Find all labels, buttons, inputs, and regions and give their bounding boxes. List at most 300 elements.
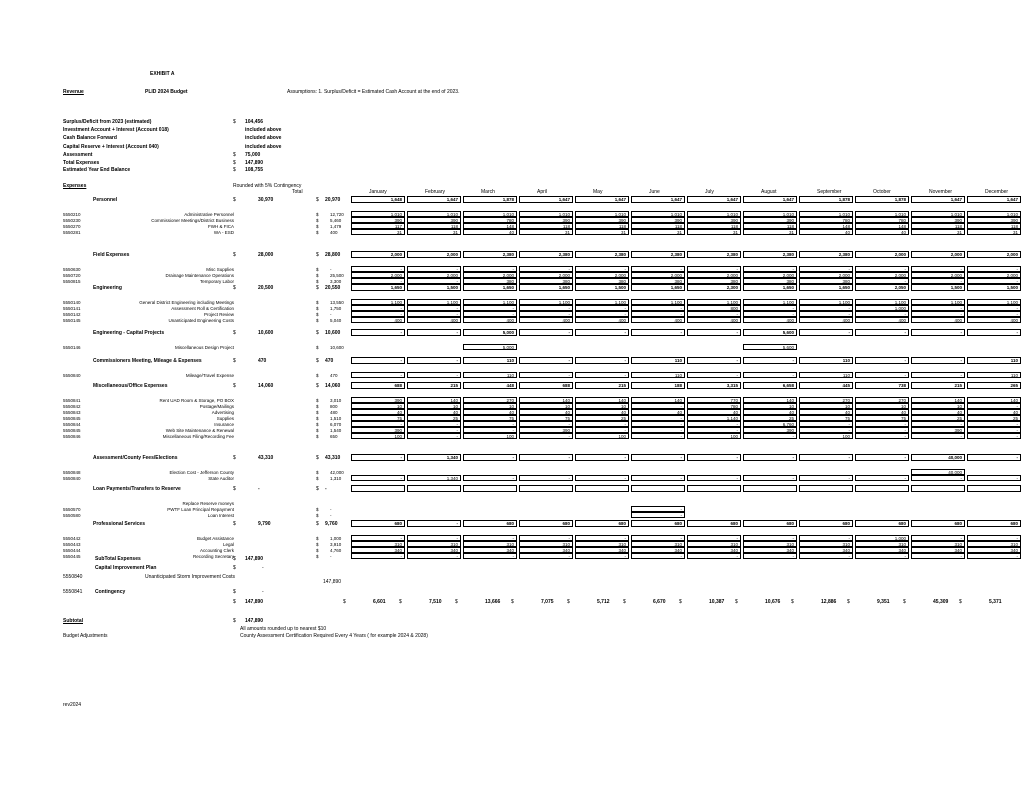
line-item-month-cell: - (687, 421, 741, 427)
line-item-dollar: $ (316, 373, 319, 378)
section-sum-total: 28,800 (325, 252, 341, 258)
month-header-september: September (817, 189, 842, 195)
line-item-dollar: $ (316, 422, 319, 427)
grand-month-value: 12,886 (821, 599, 837, 605)
line-item-code: 5550580 (63, 513, 81, 518)
line-item-month-cell: - (687, 553, 741, 559)
line-item-total: 5,040 (330, 318, 342, 323)
line-item-month-cell: 140 (631, 397, 685, 403)
month-header-january: January (369, 189, 387, 195)
section-title: Assessment/County Fees/Elections (93, 455, 178, 461)
line-item-month-cell: - (631, 506, 685, 512)
line-item-month-cell: 390 (631, 217, 685, 223)
section-sum-dollar: $ (316, 455, 319, 461)
line-item-month-cell: 75 (799, 415, 853, 421)
line-item-total: 800 (330, 404, 338, 409)
line-item-dollar: $ (316, 542, 319, 547)
line-item-dollar: $ (316, 398, 319, 403)
line-item-total: 480 (330, 410, 338, 415)
line-item-month-cell: 310 (855, 541, 909, 547)
line-item-total: - (330, 513, 332, 518)
line-item-month-cell: 1,100 (519, 299, 573, 305)
line-item-month-cell: 2,000 (407, 272, 461, 278)
line-item-dollar: $ (316, 416, 319, 421)
section-sum-total: 20,550 (325, 285, 341, 291)
section-month-cell: - (911, 329, 965, 336)
line-item-month-cell: 75 (463, 415, 517, 421)
line-item-month-cell: 310 (575, 541, 629, 547)
revenue-item-dollar: $ (233, 160, 236, 166)
section-month-cell: 1,647 (407, 196, 461, 203)
section-sum-total: 470 (325, 358, 334, 364)
section-total: 43,310 (258, 455, 274, 461)
line-item-month-cell: - (743, 475, 797, 481)
line-item-desc: Miscellaneous Design Project (174, 345, 234, 350)
section-month-cell: 40,000 (911, 454, 965, 461)
section-sum-dollar: $ (316, 358, 319, 364)
month-header-october: October (873, 189, 891, 195)
line-item-month-cell: 25 (967, 415, 1021, 421)
section-month-cell: - (351, 329, 405, 336)
line-item-month-cell: - (967, 403, 1021, 409)
line-item-dollar: $ (316, 470, 319, 475)
section-month-cell (799, 485, 853, 492)
grand-month-value: 5,712 (597, 599, 610, 605)
section-month-cell: 680 (855, 520, 909, 527)
year-end-balance-label: Estimated Year End Balance (63, 167, 131, 173)
year-end-balance-dollar: $ (233, 167, 236, 173)
line-item-month-cell: 310 (967, 541, 1021, 547)
line-item-month-cell: - (799, 553, 853, 559)
section-month-cell: 110 (799, 357, 853, 364)
section-month-cell: 688 (351, 382, 405, 389)
capital-plan-value: - (262, 565, 264, 571)
line-item-month-cell: - (799, 427, 853, 433)
revenue-item-label: Surplus/Deficit from 2023 (estimated) (63, 119, 152, 125)
line-item-code: 5550442 (63, 536, 81, 541)
month-header-february: February (425, 189, 446, 195)
line-item-total: 3,910 (330, 542, 342, 547)
line-item-month-cell: 270 (855, 397, 909, 403)
line-item-total: 1,310 (330, 476, 342, 481)
line-item-total: 10,600 (330, 345, 344, 350)
line-item-month-cell: 400 (631, 317, 685, 323)
section-month-cell: 5,000 (463, 329, 517, 336)
line-item-month-cell: 10 (855, 403, 909, 409)
line-item-month-cell: - (911, 475, 965, 481)
line-item-dollar: $ (316, 218, 319, 223)
line-item-month-cell: 100 (687, 433, 741, 439)
line-item-month-cell: 380 (575, 278, 629, 284)
revenue-item-dollar: $ (233, 151, 236, 158)
line-item-month-cell: 400 (519, 317, 573, 323)
section-month-cell: 445 (799, 382, 853, 389)
line-item-month-cell: - (519, 266, 573, 272)
section-total: 14,060 (258, 383, 274, 389)
line-item-month-cell: - (967, 427, 1021, 433)
line-item-month-cell: 100 (351, 433, 405, 439)
contingency-value: - (262, 589, 264, 595)
line-item-month-cell: - (351, 266, 405, 272)
line-item-month-cell: - (575, 553, 629, 559)
line-item-month-cell: 1,010 (967, 211, 1021, 217)
grand-month-value: 13,666 (485, 599, 501, 605)
line-item-dollar: $ (316, 318, 319, 323)
line-item-month-cell: - (967, 421, 1021, 427)
line-item-month-cell: 31 (519, 229, 573, 235)
line-item-desc: Recording Secretary (192, 554, 234, 559)
line-item-month-cell: 340 (351, 547, 405, 553)
line-item-month-cell: 25 (407, 415, 461, 421)
line-item-desc: Accounting Clerk (199, 548, 234, 553)
line-item-month-cell: - (407, 427, 461, 433)
line-item-month-cell: - (631, 475, 685, 481)
line-item-month-cell: 380 (631, 278, 685, 284)
grand-month-dollar: $ (511, 599, 514, 605)
section-month-cell: 1,650 (519, 284, 573, 291)
section-month-cell: 1,647 (575, 196, 629, 203)
line-item-month-cell: - (911, 305, 965, 311)
section-month-cell: - (799, 329, 853, 336)
line-item-total: - (330, 312, 332, 317)
line-item-month-cell: 1,100 (407, 299, 461, 305)
section-month-cell: 2,000 (855, 251, 909, 258)
line-item-month-cell: - (855, 427, 909, 433)
section-month-cell: 680 (463, 520, 517, 527)
section-month-cell: 5,600 (743, 329, 797, 336)
subtotal-expenses-value: 147,890 (245, 556, 264, 562)
line-item-month-cell: 1,000 (855, 535, 909, 541)
line-item-month-cell: - (967, 305, 1021, 311)
line-item-dollar: $ (316, 513, 319, 518)
line-item-month-cell: - (967, 278, 1021, 284)
line-item-month-cell: 100 (799, 433, 853, 439)
contingency-code: 5550841 (63, 589, 83, 595)
line-item-dollar: $ (316, 404, 319, 409)
section-month-cell: 1,650 (463, 284, 517, 291)
line-item-total: 4,760 (330, 548, 342, 553)
line-item-month-cell: 100 (463, 433, 517, 439)
line-item-month-cell: 1,100 (911, 299, 965, 305)
month-header-july: July (705, 189, 714, 195)
section-total: - (258, 486, 260, 492)
line-item-month-cell: 340 (575, 547, 629, 553)
line-item-month-cell: 1,340 (407, 475, 461, 481)
line-item-dollar: $ (316, 267, 319, 272)
line-item-desc: Temporary Labor (199, 279, 234, 284)
line-item-month-cell: 390 (967, 217, 1021, 223)
section-month-cell: 680 (575, 520, 629, 527)
line-item-month-cell: 148 (855, 223, 909, 229)
section-sum-dollar: $ (316, 197, 319, 203)
line-item-month-cell: 31 (967, 229, 1021, 235)
line-item-month-cell: - (631, 553, 685, 559)
line-item-month-cell: 780 (799, 217, 853, 223)
section-total: 10,600 (258, 330, 274, 336)
line-item-month-cell: - (631, 421, 685, 427)
line-item-month-cell: 380 (743, 278, 797, 284)
line-item-dollar: $ (316, 273, 319, 278)
line-item-month-cell: 1,010 (407, 211, 461, 217)
line-item-total: 1,000 (330, 536, 342, 541)
section-total: 28,000 (258, 252, 274, 258)
line-item-month-cell: 100 (575, 433, 629, 439)
month-header-may: May (593, 189, 603, 195)
section-month-cell: 110 (463, 357, 517, 364)
line-item-month-cell: - (855, 311, 909, 317)
grand-month-value: 9,351 (877, 599, 890, 605)
line-item-month-cell: 40 (799, 409, 853, 415)
subtotal-dollar: $ (233, 618, 236, 624)
line-item-month-cell: 31 (351, 229, 405, 235)
section-month-cell: 1,878 (855, 196, 909, 203)
line-item-desc: WA - ESD (213, 230, 234, 235)
line-item-month-cell: - (575, 305, 629, 311)
line-item-month-cell: 118 (631, 223, 685, 229)
section-month-cell: 1,500 (575, 284, 629, 291)
line-item-total: - (330, 267, 332, 272)
section-month-cell: 2,380 (519, 251, 573, 258)
line-item-total: 42,000 (330, 470, 344, 475)
line-item-month-cell: - (463, 553, 517, 559)
line-item-desc: State Auditor (208, 476, 234, 481)
line-item-month-cell: - (519, 372, 573, 378)
section-month-cell: 688 (519, 382, 573, 389)
section-title: Miscellaneous/Office Expenses (93, 383, 168, 389)
line-item-month-cell: 40,000 (911, 469, 965, 475)
line-item-month-cell: 340 (631, 547, 685, 553)
line-item-month-cell: 2,000 (967, 272, 1021, 278)
line-item-month-cell: 310 (743, 541, 797, 547)
line-item-month-cell: 310 (687, 541, 741, 547)
section-title: Professional Services (93, 521, 145, 527)
line-item-month-cell: - (463, 475, 517, 481)
line-item-month-cell: 10 (911, 403, 965, 409)
section-month-cell: 2,380 (631, 251, 685, 258)
line-item-month-cell: - (575, 372, 629, 378)
line-item-code: 5550845 (63, 416, 81, 421)
line-item-month-cell: 118 (575, 223, 629, 229)
line-item-month-cell: - (799, 266, 853, 272)
line-item-month-cell: 1,010 (631, 211, 685, 217)
line-item-month-cell: 118 (967, 223, 1021, 229)
line-item-code: 5550445 (63, 554, 81, 559)
section-month-cell: - (855, 329, 909, 336)
line-item-month-cell: - (407, 535, 461, 541)
section-month-cell: 215 (407, 382, 461, 389)
section-month-cell: 1,650 (743, 284, 797, 291)
line-item-month-cell: 75 (351, 415, 405, 421)
section-dollar: $ (233, 285, 236, 291)
section-month-cell: 680 (519, 520, 573, 527)
line-item-month-cell: 31 (407, 229, 461, 235)
grand-month-value: 45,309 (933, 599, 949, 605)
section-month-cell: - (631, 454, 685, 461)
line-item-desc: Web Site Maintenance & Renewal (165, 428, 234, 433)
contingency-label: Contingency (95, 589, 126, 595)
line-item-month-cell: - (967, 535, 1021, 541)
line-item-month-cell: 310 (911, 541, 965, 547)
section-month-cell (575, 485, 629, 492)
line-item-month-cell: 340 (463, 547, 517, 553)
line-item-dollar: $ (316, 212, 319, 217)
section-month-cell: 1,647 (631, 196, 685, 203)
line-item-month-cell: - (351, 535, 405, 541)
grand-month-value: 6,601 (373, 599, 386, 605)
section-month-cell: - (743, 357, 797, 364)
line-item-month-cell: 2,000 (799, 272, 853, 278)
revenue-item-dollar: $ (233, 119, 236, 125)
line-item-desc: Mileage/Travel Expense (185, 373, 234, 378)
line-item-month-cell: 780 (463, 217, 517, 223)
section-title: Engineering - Capital Projects (93, 330, 165, 336)
line-item-month-cell: - (463, 311, 517, 317)
line-item-month-cell: 140 (743, 397, 797, 403)
section-month-cell: - (407, 357, 461, 364)
section-month-cell: 2,380 (575, 251, 629, 258)
line-item-month-cell: - (631, 512, 685, 518)
grand-month-dollar: $ (343, 599, 346, 605)
line-item-month-cell: - (743, 553, 797, 559)
line-item-code: 5550848 (63, 470, 81, 475)
line-item-month-cell: 390 (519, 427, 573, 433)
line-item-month-cell: 25 (743, 415, 797, 421)
line-item-month-cell: - (743, 311, 797, 317)
section-month-cell: - (407, 329, 461, 336)
line-item-month-cell: - (463, 421, 517, 427)
line-item-month-cell: 40 (743, 409, 797, 415)
revenue-item-value: 147,890 (245, 160, 264, 166)
line-item-month-cell: - (799, 421, 853, 427)
line-item-month-cell: - (631, 266, 685, 272)
year-end-balance-value: 108,755 (245, 167, 264, 173)
line-item-code: 5550843 (63, 410, 81, 415)
line-item-month-cell: 118 (911, 223, 965, 229)
section-month-cell (463, 485, 517, 492)
section-dollar: $ (233, 383, 236, 389)
line-item-month-cell: 118 (743, 223, 797, 229)
subtotal-value: 147,890 (245, 618, 264, 624)
line-item-dollar: $ (316, 554, 319, 559)
line-item-month-cell: - (911, 421, 965, 427)
line-item-dollar: $ (316, 434, 319, 439)
line-item-month-cell: 110 (799, 372, 853, 378)
line-item-desc: Rent UAD Room & Storage, PO BOX (159, 398, 234, 403)
line-item-month-cell: - (519, 433, 573, 439)
section-month-cell (967, 485, 1021, 492)
line-item-month-cell: 140 (407, 397, 461, 403)
section-month-cell: - (967, 329, 1021, 336)
line-item-month-cell: - (855, 421, 909, 427)
revenue-item-label: Capital Reserve + Interest (Account 040) (63, 143, 159, 150)
line-item-month-cell: - (743, 305, 797, 311)
line-item-code: 5550141 (63, 306, 81, 311)
line-item-month-cell: - (463, 427, 517, 433)
section-month-cell: 188 (631, 382, 685, 389)
grand-month-value: 5,371 (989, 599, 1002, 605)
line-item-total: 400 (330, 230, 338, 235)
line-item-month-cell: 40 (575, 409, 629, 415)
section-month-cell (743, 485, 797, 492)
line-item-total: 13,550 (330, 300, 344, 305)
line-item-month-cell: 2,000 (743, 272, 797, 278)
line-item-month-cell: 1,100 (351, 299, 405, 305)
month-header-april: April (537, 189, 548, 195)
line-item-month-cell: - (967, 311, 1021, 317)
line-item-month-cell: 400 (799, 317, 853, 323)
section-month-cell: - (743, 454, 797, 461)
section-sum-dollar: $ (316, 252, 319, 258)
line-item-month-cell: - (463, 535, 517, 541)
line-item-month-cell: - (631, 311, 685, 317)
line-item-month-cell: 40 (855, 229, 909, 235)
line-item-code: 5550444 (63, 548, 81, 553)
line-item-desc: General District Engineering including Meetings (139, 300, 234, 305)
line-item-month-cell: - (631, 535, 685, 541)
grand-month-dollar: $ (791, 599, 794, 605)
section-month-cell: 1,647 (911, 196, 965, 203)
line-item-dollar: $ (316, 279, 319, 284)
line-item-dollar: $ (316, 428, 319, 433)
line-item-month-cell: - (575, 535, 629, 541)
section-month-cell: - (855, 454, 909, 461)
section-month-cell: 1,647 (743, 196, 797, 203)
section-month-cell: 2,000 (967, 251, 1021, 258)
line-item-month-cell: 1,140 (687, 415, 741, 421)
month-header-december: December (985, 189, 1009, 195)
line-item-desc: Election Cost - Jefferson County (169, 470, 234, 475)
line-item-month-cell: - (687, 535, 741, 541)
line-item-month-cell: - (631, 427, 685, 433)
line-item-month-cell: 340 (743, 547, 797, 553)
line-item-month-cell: 1,100 (743, 299, 797, 305)
line-item-dollar: $ (316, 306, 319, 311)
line-item-month-cell: - (911, 535, 965, 541)
line-item-month-cell: 110 (631, 372, 685, 378)
section-dollar: $ (233, 197, 236, 203)
line-item-code: 5550840 (63, 373, 81, 378)
line-item-month-cell: 2,000 (855, 272, 909, 278)
section-month-cell: 1,340 (407, 454, 461, 461)
section-month-cell: 2,300 (687, 284, 741, 291)
line-item-month-cell: 380 (519, 278, 573, 284)
line-item-dollar: $ (316, 230, 319, 235)
section-month-cell: 1,647 (687, 196, 741, 203)
section-month-cell: 680 (967, 520, 1021, 527)
section-month-cell (631, 485, 685, 492)
section-month-cell: - (687, 454, 741, 461)
page-mark: rev2024 (63, 702, 82, 708)
line-item-month-cell: 10 (407, 403, 461, 409)
line-item-total: 1,540 (330, 428, 342, 433)
line-item-month-cell: 390 (743, 427, 797, 433)
grand-month-dollar: $ (455, 599, 458, 605)
grand-month-value: 10,387 (709, 599, 725, 605)
section-month-cell: 2,380 (687, 251, 741, 258)
line-item-month-cell: - (631, 403, 685, 409)
line-item-month-cell: - (407, 266, 461, 272)
line-item-month-cell: - (407, 372, 461, 378)
grand-month-dollar: $ (847, 599, 850, 605)
section-month-cell: 680 (743, 520, 797, 527)
line-item-code: 5550270 (63, 224, 81, 229)
line-item-month-cell: - (967, 433, 1021, 439)
line-item-total: 1,479 (330, 224, 342, 229)
section-month-cell: 1,650 (631, 284, 685, 291)
line-item-month-cell: 40 (631, 409, 685, 415)
section-month-cell: 1,500 (407, 284, 461, 291)
line-item-month-cell: 400 (575, 317, 629, 323)
